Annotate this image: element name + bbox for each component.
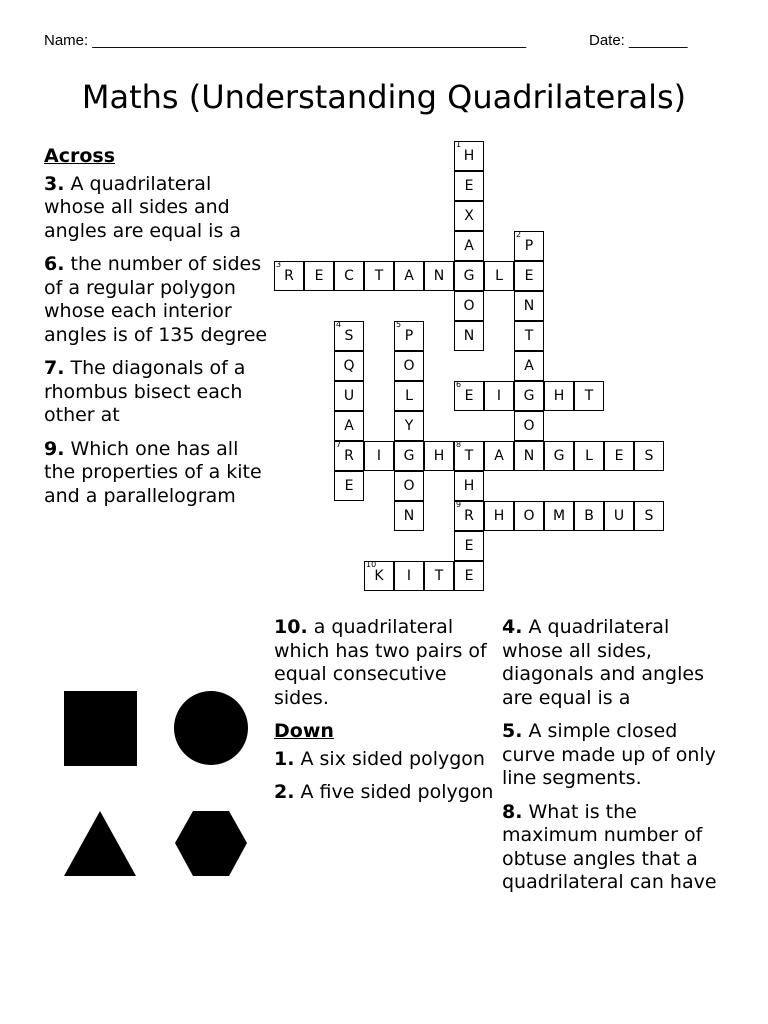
date-field[interactable]: Date: _______ <box>589 32 688 49</box>
cell-number: 10 <box>366 560 377 569</box>
cell-letter: P <box>404 328 414 344</box>
cell-letter: U <box>613 508 625 524</box>
cell-letter: L <box>405 388 413 404</box>
cell-letter: H <box>433 448 445 464</box>
cell-letter: G <box>523 388 535 404</box>
cell-letter: O <box>523 508 535 524</box>
cell-letter: E <box>614 448 624 464</box>
cell-letter: R <box>284 268 294 284</box>
clue-across-7: 7. The diagonals of a rhombus bisect each other at <box>44 357 246 426</box>
cell-letter: A <box>464 238 474 254</box>
cell-letter: E <box>314 268 324 284</box>
cell-letter: T <box>524 328 534 344</box>
cell-number: 7 <box>336 440 342 449</box>
cell-number: 8 <box>456 440 462 449</box>
clue-across-3: 3. A quadrilateral whose all sides and angles are equal is a <box>44 172 242 242</box>
cell-letter: X <box>464 208 474 224</box>
cell-number: 1 <box>456 140 462 149</box>
cell-number: 4 <box>336 320 342 329</box>
cell-letter: B <box>584 508 594 524</box>
cell-letter: I <box>496 388 502 404</box>
clue-down-4: 4. A quadrilateral whose all sides, diagonals and angles are equal is a <box>502 616 704 709</box>
cell-letter: E <box>464 388 474 404</box>
cell-letter: E <box>464 178 474 194</box>
cell-letter: H <box>553 388 565 404</box>
cell-letter: A <box>404 268 414 284</box>
cell-letter: E <box>464 538 474 554</box>
cell-number: 3 <box>276 260 282 269</box>
cell-letter: Y <box>404 418 414 434</box>
clue-down-5: 5. A simple closed curve made up of only line segments. <box>502 720 716 789</box>
clue-down-2: 2. A five sided polygon <box>274 781 494 803</box>
cell-letter: E <box>524 268 534 284</box>
cell-letter: O <box>403 478 415 494</box>
cell-letter: N <box>403 508 415 524</box>
clue-across-10: 10. a quadrilateral which has two pairs of equal consecutive sides. <box>274 616 487 709</box>
cell-number: 9 <box>456 500 462 509</box>
cell-letter: S <box>344 328 354 344</box>
cell-letter: T <box>374 268 384 284</box>
cell-letter: C <box>344 268 354 284</box>
down-heading: Down <box>274 720 334 742</box>
cell-letter: P <box>524 238 534 254</box>
cell-letter: L <box>585 448 593 464</box>
cell-number: 5 <box>396 320 402 329</box>
cell-letter: G <box>553 448 565 464</box>
cell-letter: N <box>463 328 475 344</box>
triangle-shape <box>64 811 136 876</box>
cell-letter: R <box>464 508 474 524</box>
cell-letter: O <box>463 298 475 314</box>
cell-letter: S <box>644 448 654 464</box>
cell-letter: N <box>433 268 445 284</box>
clue-across-9: 9. Which one has all the properties of a kite and a parallelogram <box>44 437 262 507</box>
cell-letter: O <box>523 418 535 434</box>
clue-down-1: 1. A six sided polygon <box>274 747 485 770</box>
cell-letter: S <box>644 508 654 524</box>
cell-letter: H <box>463 148 475 164</box>
hexagon-shape <box>175 811 247 876</box>
cell-letter: Q <box>343 358 355 374</box>
cell-letter: A <box>524 358 534 374</box>
across-heading: Across <box>44 145 116 167</box>
circle-shape <box>174 691 248 765</box>
cell-letter: A <box>494 448 504 464</box>
cell-letter: I <box>406 568 412 584</box>
name-field[interactable]: Name: ____________________________________________________ <box>44 32 527 49</box>
cell-letter: E <box>344 478 354 494</box>
cell-letter: T <box>434 568 444 584</box>
cell-letter: N <box>523 298 535 314</box>
cell-letter: H <box>463 478 475 494</box>
cell-letter: E <box>464 568 474 584</box>
cell-letter: K <box>374 568 384 584</box>
cell-letter: T <box>584 388 594 404</box>
cell-letter: A <box>344 418 354 434</box>
cell-letter: O <box>403 358 415 374</box>
cell-letter: H <box>493 508 505 524</box>
cell-letter: G <box>403 448 415 464</box>
cell-letter: I <box>376 448 382 464</box>
cell-letter: N <box>523 448 535 464</box>
cell-letter: T <box>464 448 474 464</box>
cell-number: 2 <box>516 230 522 239</box>
cell-letter: L <box>495 268 503 284</box>
page-title: Maths (Understanding Quadrilaterals) <box>81 78 687 116</box>
clue-down-8: 8. What is the maximum number of obtuse angles that a quadrilateral can have <box>502 800 717 893</box>
clue-across-6: 6. the number of sides of a regular polygon whose each interior angles is of 135 degree <box>44 253 268 346</box>
cell-letter: R <box>344 448 354 464</box>
square-shape <box>64 691 137 766</box>
cell-letter: G <box>463 268 475 284</box>
cell-letter: U <box>343 388 355 404</box>
cell-letter: M <box>552 508 566 524</box>
cell-number: 6 <box>456 380 462 389</box>
